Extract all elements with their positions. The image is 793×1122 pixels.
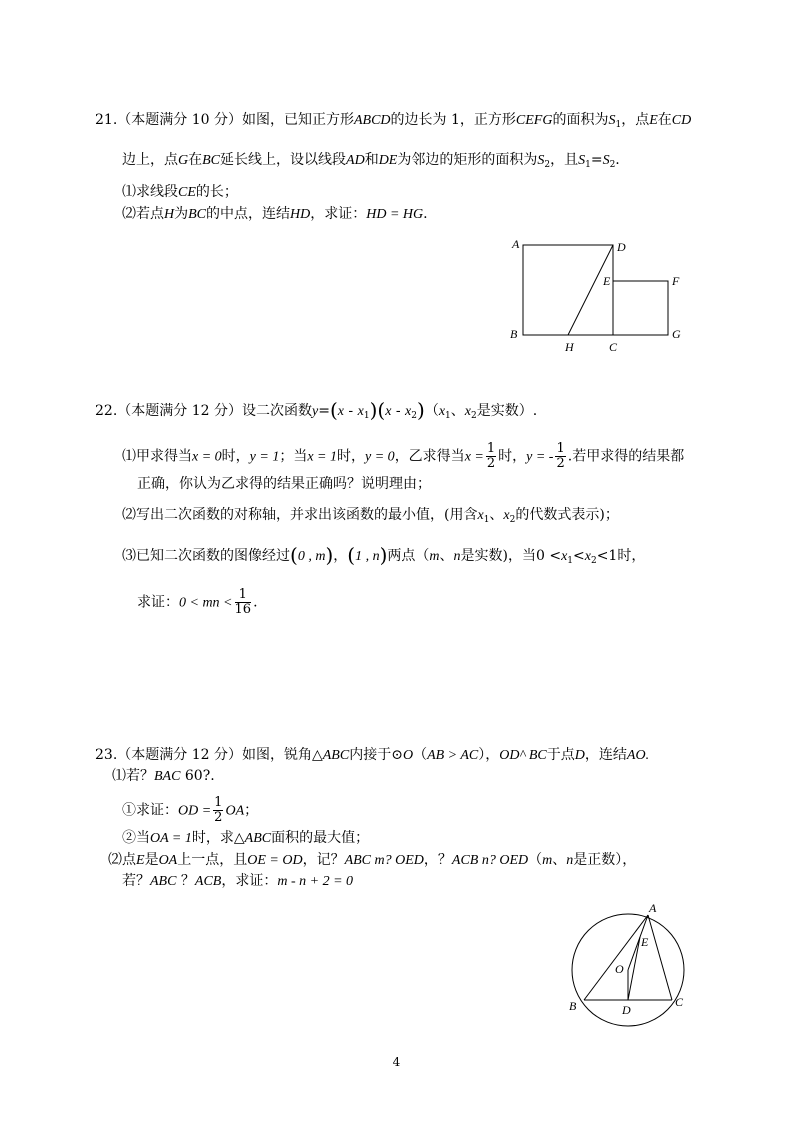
q21-number: 21. [95,112,118,128]
q22-part3: ⑶已知二次函数的图像经过(0 , m)，(1 , n)两点（m、n是实数)，当$0 <x_1<x_2<1$时， [122,543,646,567]
label-E: E [603,274,611,288]
q22-part1-cont: 正确，你认为乙求得的结果正确吗？说明理由； [137,476,431,492]
q23-sub2: ②当OA = 1时，求△ABC面积的最大值； [122,830,370,846]
label-C: C [675,995,684,1009]
q22-number: 22. [95,403,118,419]
segment-hd [568,245,613,335]
q23-number: 23. [95,747,118,763]
label-D: D [622,1003,631,1017]
square-abcd [523,245,613,335]
label-G: G [672,327,681,341]
fraction-one-sixteenth: $\frac{1}{16}$ [234,587,252,617]
label-A: A [512,237,520,251]
q23-sub1: ①求证：OD = $\frac{1}{2}$ OA； [122,795,259,825]
q21-part2: ⑵若点H为BC的中点，连结HD，求证：HD = HG. [122,206,428,222]
q21-figure [505,235,695,355]
q23-figure [560,900,695,1025]
q23-part1: ⑴若？BAC 60?. [112,768,215,784]
q23-part2: ⑵点E是OA上一点，且OE = OD，记？ABC m? OED，？ACB n? OED（m、n是正数）， [108,852,637,868]
q22-part1: ⑴甲求得当x = 0时，y = 1；当x = 1时，y = 0，乙求得当x = $\frac{1}{2}$ 时，y = - $\frac{1}{2}$ .若甲求得的结果都 [122,441,685,471]
label-O: O [615,962,624,976]
fraction-half-c: $\frac{1}{2}$ [214,795,223,825]
q21-line2: 边上，点G在BC延长线上，设以线段AD和DE为邻边的矩形的面积为$S_2$，且$S_1=S_2$. [122,152,620,170]
q22-part2: ⑵写出二次函数的对称轴，并求出该函数的最小值，(用含$x_1$、$x_2$的代数式表示)； [122,507,619,525]
q22-line1: 22.（本题满分 12 分）设二次函数$y=(x - x_1)(x - x_2)(x_1$、$x_2$是实数）. [95,398,538,422]
square-cefg [613,281,668,335]
q22-prove: 求证：0 < mn < $\frac{1}{16}$ . [137,587,258,617]
segment-ac [648,915,672,1000]
label-E: E [641,935,649,949]
segment-ab [584,915,648,1000]
page-number: 4 [392,1055,401,1069]
label-A: A [649,901,657,915]
label-B: B [510,327,518,341]
fraction-half-a: $\frac{1}{2}$ [486,441,496,471]
label-H: H [565,340,574,354]
fraction-half-b: $\frac{1}{2}$ [556,441,565,471]
label-D: D [617,240,626,254]
q23-part2-cont: 若？ABC ？ACB，求证：m - n + 2 = 0 [122,873,354,889]
q21-line1: 21.（本题满分 10 分）如图，已知正方形ABCD的边长为 1，正方形CEFG的面积为$S_1$，点E在CD [95,112,692,130]
q21-part1: ⑴求线段CE的长； [122,184,238,200]
label-C: C [609,340,618,354]
segment-de [628,937,640,1000]
label-B: B [569,999,577,1013]
label-F: F [672,274,680,288]
q23-line1: 23.（本题满分 12 分）如图，锐角△ABC内接于⊙O（AB > AC），OD^ BC于点D，连结AO. [95,747,650,763]
